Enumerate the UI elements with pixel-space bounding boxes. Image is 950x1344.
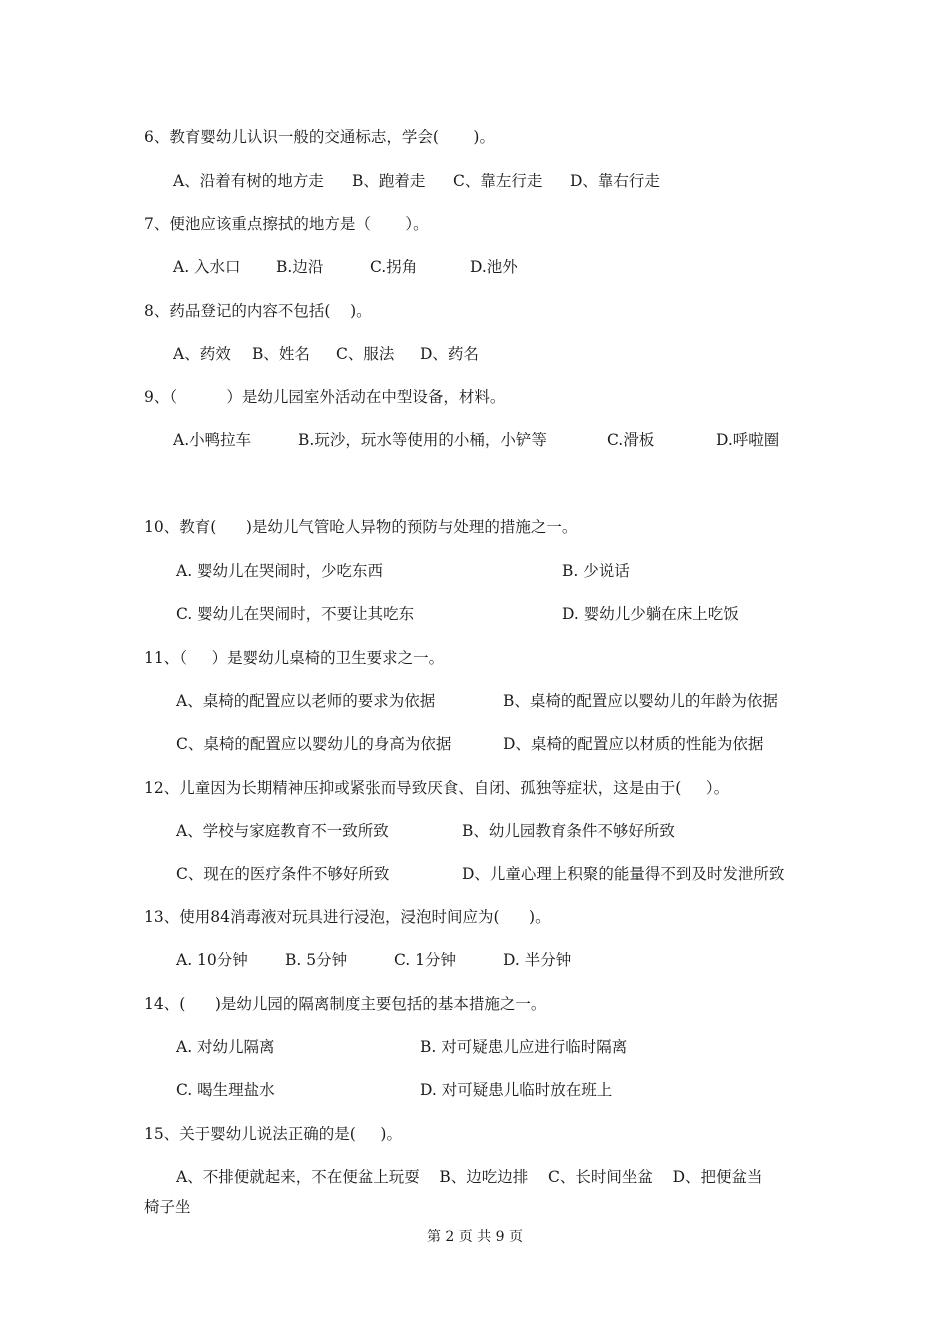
question-7-stem: 7、便池应该重点擦拭的地方是（ ）。	[144, 215, 429, 233]
page-footer: 第 2 页 共 9 页	[426, 1229, 524, 1245]
question-12-option-b: B、幼儿园教育条件不够好所致	[462, 822, 675, 840]
question-15-options-continued: 椅子坐	[144, 1198, 191, 1216]
question-8-option-d: D、药名	[420, 345, 479, 363]
question-7-option-c: C.拐角	[370, 258, 418, 276]
question-7-option-a: A. 入水口	[173, 258, 241, 276]
question-11-stem: 11、（ ）是婴幼儿桌椅的卫生要求之一。	[144, 649, 445, 667]
question-15-stem: 15、关于婴幼儿说法正确的是( )。	[144, 1125, 402, 1143]
question-6-option-a: A、沿着有树的地方走	[173, 172, 324, 190]
question-13-stem: 13、使用84消毒液对玩具进行浸泡，浸泡时间应为( )。	[144, 908, 551, 926]
question-12-option-a: A、学校与家庭教育不一致所致	[176, 822, 389, 840]
question-6-stem: 6、教育婴幼儿认识一般的交通标志，学会( )。	[144, 128, 495, 146]
question-9-option-a: A.小鸭拉车	[173, 431, 252, 449]
question-12-option-c: C、现在的医疗条件不够好所致	[176, 865, 390, 883]
question-6-option-d: D、靠右行走	[570, 172, 660, 190]
question-6-option-b: B、跑着走	[352, 172, 426, 190]
question-14-stem: 14、( )是幼儿园的隔离制度主要包括的基本措施之一。	[144, 995, 547, 1013]
question-11-option-c: C、桌椅的配置应以婴幼儿的身高为依据	[176, 735, 452, 753]
question-14-option-c: C. 喝生理盐水	[176, 1081, 275, 1099]
question-7-option-b: B.边沿	[276, 258, 324, 276]
question-13-option-b: B. 5分钟	[285, 951, 348, 969]
question-10-option-a: A. 婴幼儿在哭闹时，少吃东西	[176, 562, 384, 580]
question-7-option-d: D.池外	[470, 258, 518, 276]
question-9-option-d: D.呼啦圈	[716, 431, 780, 449]
question-13-option-d: D. 半分钟	[503, 951, 572, 969]
question-11-option-a: A、桌椅的配置应以老师的要求为依据	[176, 692, 436, 710]
question-13-option-a: A. 10分钟	[176, 951, 248, 969]
question-9-option-b: B.玩沙，玩水等使用的小桶，小铲等	[298, 431, 547, 449]
question-10-stem: 10、教育( )是幼儿气管呛人异物的预防与处理的措施之一。	[144, 518, 578, 536]
question-12-option-d: D、儿童心理上积聚的能量得不到及时发泄所致	[462, 865, 785, 883]
question-13-option-c: C. 1分钟	[394, 951, 457, 969]
question-14-option-a: A. 对幼儿隔离	[176, 1038, 275, 1056]
question-6-option-c: C、靠左行走	[453, 172, 543, 190]
question-10-option-d: D. 婴幼儿少躺在床上吃饭	[562, 605, 739, 623]
question-10-option-c: C. 婴幼儿在哭闹时，不要让其吃东	[176, 605, 415, 623]
question-8-option-c: C、服法	[336, 345, 395, 363]
question-10-option-b: B. 少说话	[562, 562, 630, 580]
question-12-stem: 12、儿童因为长期精神压抑或紧张而导致厌食、自闭、孤独等症状，这是由于( ）。	[144, 779, 730, 797]
question-11-option-b: B、桌椅的配置应以婴幼儿的年龄为依据	[503, 692, 778, 710]
question-14-option-d: D. 对可疑患儿临时放在班上	[420, 1081, 613, 1099]
question-9-option-c: C.滑板	[607, 431, 655, 449]
question-14-option-b: B. 对可疑患儿应进行临时隔离	[420, 1038, 628, 1056]
question-8-stem: 8、药品登记的内容不包括( )。	[144, 302, 372, 320]
question-11-option-d: D、桌椅的配置应以材质的性能为依据	[503, 735, 764, 753]
question-15-options: A、不排便就起来，不在便盆上玩耍 B、边吃边排 C、长时间坐盆 D、把便盆当	[176, 1168, 763, 1186]
question-8-option-a: A、药效	[173, 345, 231, 363]
question-9-stem: 9、（ ）是幼儿园室外活动在中型设备，材料。	[144, 388, 506, 406]
question-8-option-b: B、姓名	[252, 345, 310, 363]
